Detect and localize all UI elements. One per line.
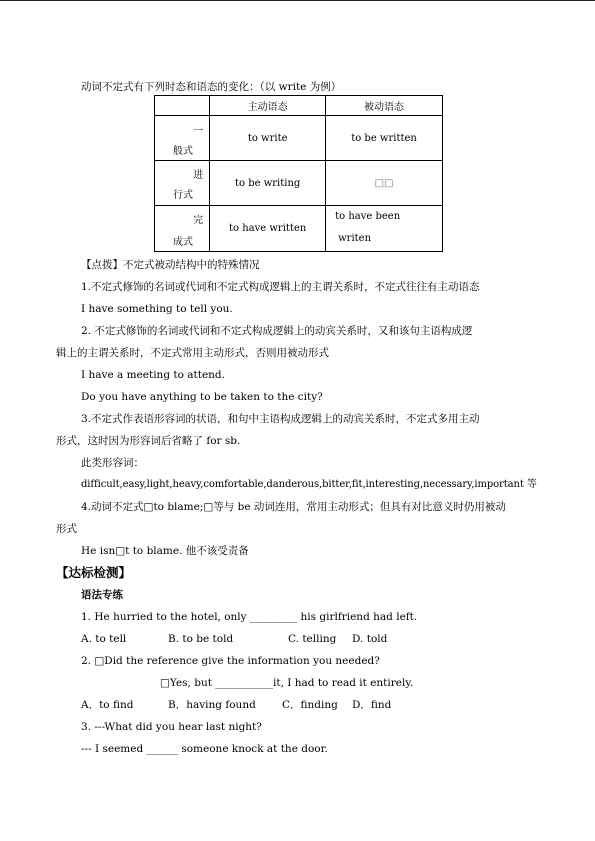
table-header-cell: 被动语态 (326, 96, 443, 116)
active-cell: to be writing (210, 161, 326, 206)
passive-line-2: writen (338, 233, 372, 244)
q2-option-d: D．find (352, 699, 392, 711)
note-point-3-line-3: 此类形容词： (81, 457, 144, 469)
example-2: I have a meeting to attend. (81, 369, 225, 381)
row-name-top: 进 (193, 170, 204, 181)
row-name-top: 完 (193, 215, 204, 226)
intro-text: 动词不定式有下列时态和语态的变化：（以 write 为例） (81, 81, 342, 93)
test-heading: 【达标检测】 (56, 565, 132, 580)
active-cell: to write (210, 116, 326, 161)
question-1: 1. He hurried to the hotel, only _________ his girlfriend had left. (81, 611, 418, 623)
question-3-answer: --- I seemed ______ someone knock at the door. (81, 743, 328, 755)
table-row (155, 116, 443, 161)
passive-cell: □□ (326, 161, 443, 206)
example-4: He isn□t to blame. 他不该受责备 (81, 545, 249, 557)
row-name-top: 一 (193, 126, 204, 137)
row-name-bottom: 行式 (173, 190, 193, 201)
infinitive-forms-table (154, 95, 443, 252)
notes-title: 【点拨】不定式被动结构中的特殊情况 (81, 259, 260, 271)
passive-line-1: to have been (335, 211, 401, 222)
note-point-2-line-1: 2. 不定式修饰的名词或代词和不定式构成逻辑上的动宾关系时，又和该句主语构成逻 (81, 325, 473, 337)
top-rule (0, 0, 595, 1)
row-name-cell (155, 116, 210, 161)
question-2-answer: □Yes, but ___________it, I had to read it entirely. (160, 677, 414, 689)
q2-option-b: B．having found (168, 699, 256, 711)
q1-option-b: B. to be told (168, 633, 234, 645)
note-point-1: 1.不定式修饰的名词或代词和不定式构成逻辑上的主谓关系时，不定式往往有主动语态 (81, 281, 480, 293)
note-point-3-line-2: 形式，这时因为形容词后省略了 for sb. (56, 435, 241, 447)
table-header-cell (155, 96, 210, 116)
active-cell: to have written (210, 206, 326, 252)
table-header-row (155, 96, 443, 116)
table-header-cell: 主动语态 (210, 96, 326, 116)
note-point-4-line-2: 形式 (56, 523, 77, 535)
note-point-3-line-1: 3.不定式作表语形容词的状语，和句中主语构成逻辑上的动宾关系时，不定式多用主动 (81, 413, 480, 425)
question-2: 2. □Did the reference give the information you needed? (81, 655, 380, 667)
row-name-cell (155, 206, 210, 252)
passive-cell (326, 206, 443, 252)
example-1: I have something to tell you. (81, 303, 233, 315)
question-3: 3. ---What did you hear last night? (81, 721, 262, 733)
q1-option-a: A. to tell (81, 633, 127, 645)
note-point-2-line-2: 辑上的主谓关系时，不定式常用主动形式，否则用被动形式 (56, 347, 329, 359)
example-3: Do you have anything to be taken to the city? (81, 391, 323, 403)
table-row (155, 206, 443, 252)
q1-option-d: D. told (352, 633, 388, 645)
note-point-4-line-1: 4.动词不定式□to blame;□等与 be 动词连用，常用主动形式；但具有对比意义时仍用被动 (81, 501, 506, 513)
test-subheading: 语法专练 (81, 589, 123, 601)
q2-option-a: A．to find (81, 699, 134, 711)
q1-option-c: C. telling (288, 633, 337, 645)
table-row (155, 161, 443, 206)
row-name-cell (155, 161, 210, 206)
passive-cell: to be written (326, 116, 443, 161)
q2-option-c: C．finding (282, 699, 338, 711)
row-name-bottom: 成式 (173, 237, 193, 248)
row-name-bottom: 般式 (173, 146, 193, 157)
adjective-list: difficult,easy,light,heavy,comfortable,danderous,bitter,fit,interesting,necessary,important 等 (81, 479, 537, 490)
